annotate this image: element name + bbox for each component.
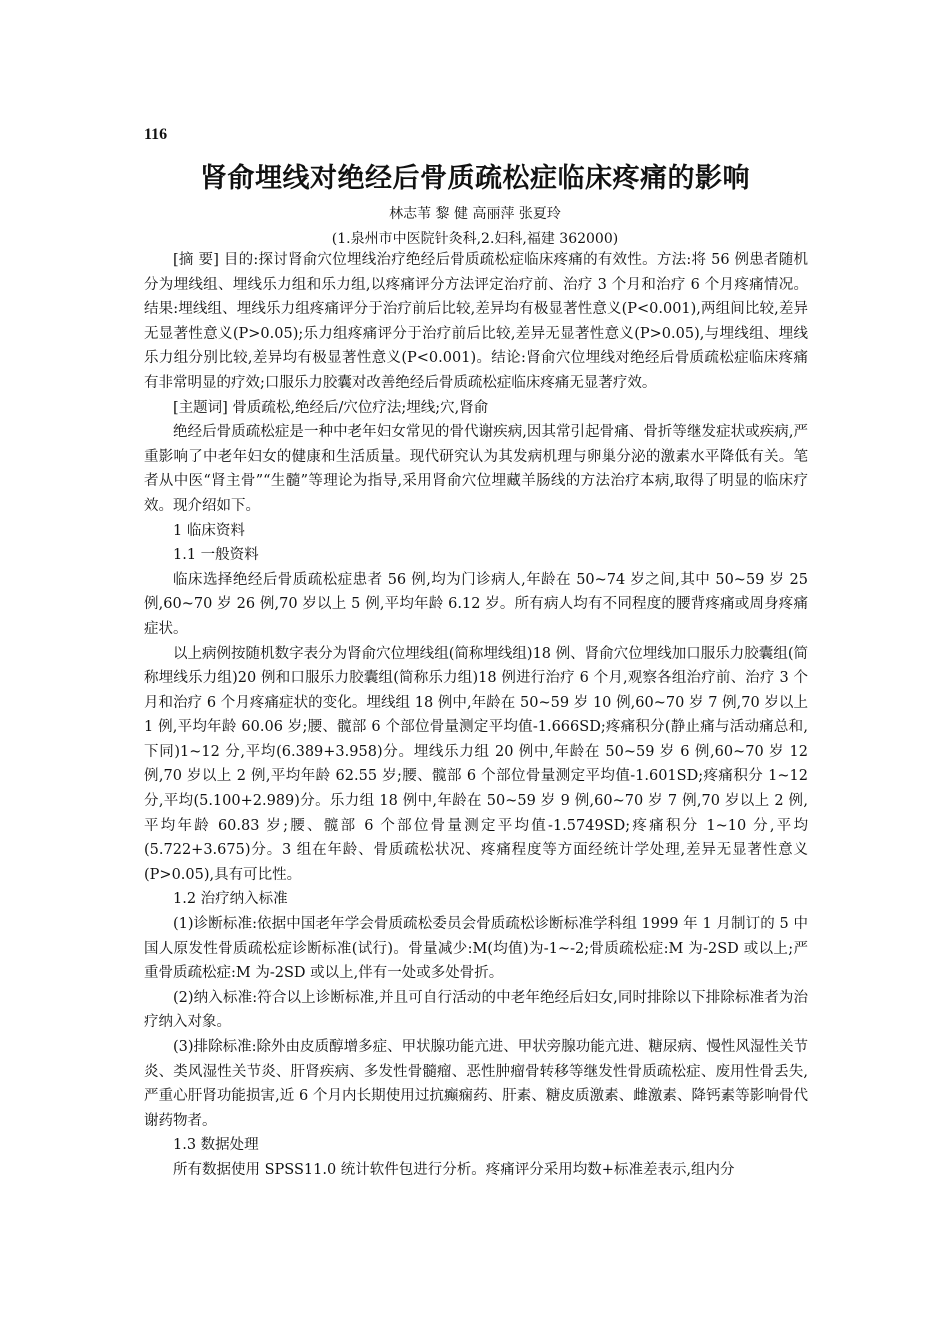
subsection-heading-general-data: 1.1 一般资料	[173, 547, 259, 564]
paragraph-exclusion-criteria: (3)排除标准:除外由皮质醇增多症、甲状腺功能亢进、甲状旁腺功能亢进、糖尿病、慢性风湿性关节炎、类风湿性关节炎、肝肾疾病、多发性骨髓瘤、恶性肿瘤骨转移等继发性骨质疏松症、废用性骨丢失,严重心肝肾功能损害,近 6 个月内长期使用过抗癫痫药、肝素、糖皮质激素、雌激素、降钙素等影响骨代谢药物者。	[144, 1039, 808, 1129]
paragraph-groups: 以上病例按随机数字表分为肾俞穴位埋线组(简称埋线组)18 例、肾俞穴位埋线加口服乐力胶囊组(简称埋线乐力组)20 例和口服乐力胶囊组(简称乐力组)18 例进行治疗 6 个月,观察各组治疗前、治疗 3 个月和治疗 6 个月疼痛症状的变化。埋线组 18 例中,年龄在 50~59 岁 10 例,60~70 岁 7 例,70 岁以上 1 例,平均年龄 60.06 岁;腰、髋部 6 个部位骨量测定平均值-1.666SD;疼痛积分(静止痛与活动痛总和,下同)1~12 分,平均(6.389+3.958)分。埋线乐力组 20 例中,年龄在 50~59 岁 6 例,60~70 岁 12 例,70 岁以上 2 例,平均年龄 62.55 岁;腰、髋部 6 个部位骨量测定平均值-1.601SD;疼痛积分 1~12 分,平均(5.100+2.989)分。乐力组 18 例中,年龄在 50~59 岁 9 例,60~70 岁 7 例,70 岁以上 2 例,平均年龄 60.83 岁;腰、髋部 6 个部位骨量测定平均值-1.5749SD;疼痛积分 1~10 分,平均(5.722+3.675)分。3 组在年龄、骨质疏松状况、疼痛程度等方面经统计学处理,差异无显著性意义(P>0.05),具有可比性。	[144, 645, 808, 883]
keywords: [主题词] 骨质疏松,绝经后/穴位疗法;埋线;穴,肾俞	[173, 399, 489, 416]
paragraph-general-data: 临床选择绝经后骨质疏松症患者 56 例,均为门诊病人,年龄在 50~74 岁之间,其中 50~59 岁 25 例,60~70 岁 26 例,70 岁以上 5 例,平均年龄 6.12 岁。所有病人均有不同程度的腰背疼痛或周身疼痛症状。	[144, 571, 808, 637]
paragraph-diagnostic-criteria: (1)诊断标准:依据中国老年学会骨质疏松委员会骨质疏松诊断标准学科组 1999 年 1 月制订的 5 中国人原发性骨质疏松症诊断标准(试行)。骨量减少:M(均值)为-1~-2;骨质疏松症:M 为-2SD 或以上;严重骨质疏松症:M 为-2SD 或以上,伴有一处或多处骨折。	[144, 916, 808, 982]
introduction-paragraph: 绝经后骨质疏松症是一种中老年妇女常见的骨代谢疾病,因其常引起骨痛、骨折等继发症状或疾病,严重影响了中老年妇女的健康和生活质量。现代研究认为其发病机理与卵巢分泌的激素水平降低有关。笔者从中医“肾主骨”“生髓”等理论为指导,采用肾俞穴位埋藏羊肠线的方法治疗本病,取得了明显的临床疗效。现介绍如下。	[144, 424, 808, 514]
page-number: 116	[144, 126, 168, 143]
authors: 林志苇 黎 健 高丽萍 张夏玲	[389, 206, 561, 222]
subsection-heading-data-processing: 1.3 数据处理	[173, 1137, 259, 1154]
paper-title: 肾俞埋线对绝经后骨质疏松症临床疼痛的影响	[200, 163, 750, 194]
section-heading-clinical-data: 1 临床资料	[173, 522, 245, 539]
paragraph-inclusion-criteria: (2)纳入标准:符合以上诊断标准,并且可自行活动的中老年绝经后妇女,同时排除以下排除标准者为治疗纳入对象。	[144, 989, 808, 1031]
paragraph-data-processing: 所有数据使用 SPSS11.0 统计软件包进行分析。疼痛评分采用均数+标准差表示,组内分	[173, 1161, 735, 1178]
article-body	[144, 248, 808, 1183]
affiliation: (1.泉州市中医院针灸科,2.妇科,福建 362000)	[331, 231, 619, 247]
abstract: [摘 要] 目的:探讨肾俞穴位埋线治疗绝经后骨质疏松症临床疼痛的有效性。方法:将 56 例患者随机分为埋线组、埋线乐力组和乐力组,以疼痛评分方法评定治疗前、治疗 3 个月和治疗 6 个月疼痛情况。结果:埋线组、埋线乐力组疼痛评分于治疗前后比较,差异均有极显著性意义(P<0.001),两组间比较,差异无显著性意义(P>0.05);乐力组疼痛评分于治疗前后比较,差异无显著性意义(P>0.05),与埋线组、埋线乐力组分别比较,差异均有极显著性意义(P<0.001)。结论:肾俞穴位埋线对绝经后骨质疏松症临床疼痛有非常明显的疗效;口服乐力胶囊对改善绝经后骨质疏松症临床疼痛无显著疗效。	[144, 252, 808, 391]
subsection-heading-inclusion-criteria: 1.2 治疗纳入标准	[173, 891, 288, 908]
